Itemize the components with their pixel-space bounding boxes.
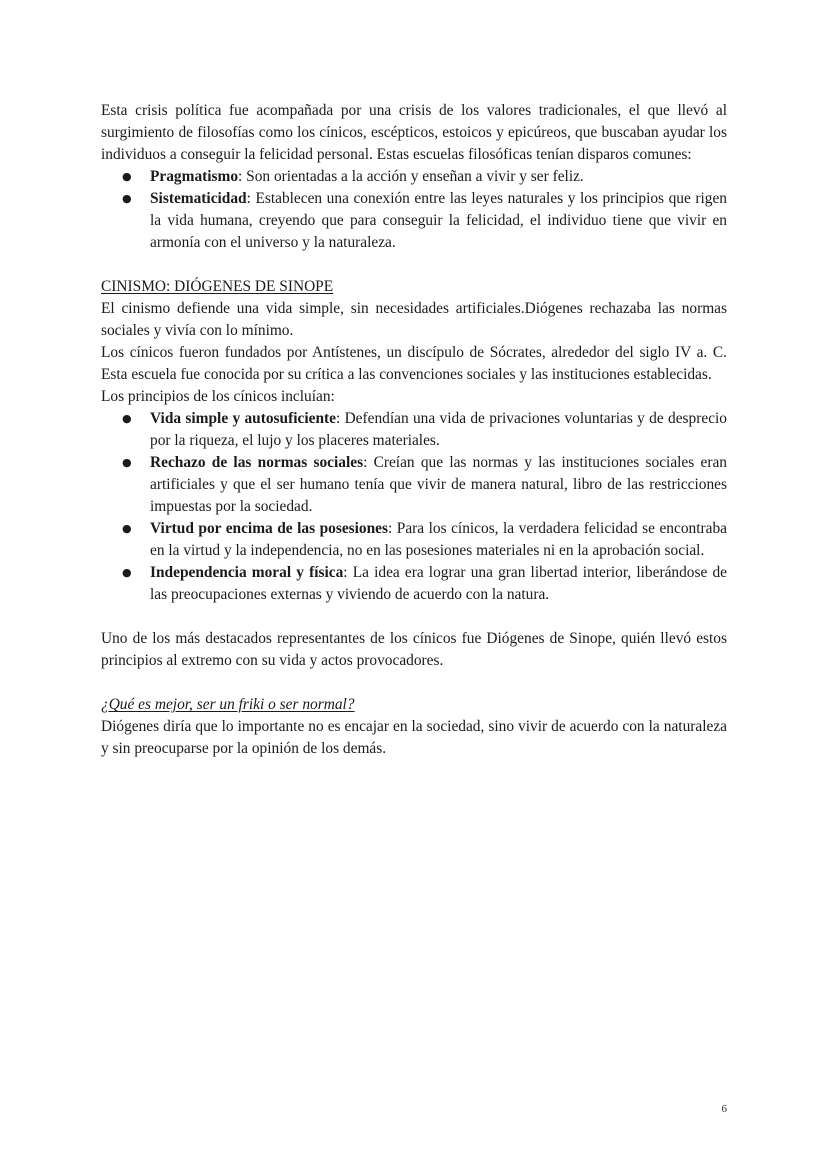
question-heading: ¿Qué es mejor, ser un friki o ser normal? (101, 696, 355, 713)
bullet-term: Vida simple y autosuficiente (150, 410, 336, 427)
bullet-term: Pragmatismo (150, 168, 239, 185)
list-item (122, 518, 727, 562)
intro-paragraph: Esta crisis política fue acompañada por una crisis de los valores tradicionales, el que llevó al surgimiento de filosofías como los cínicos, escépticos, estoicos y epicúreos, que buscaban ayudar los individuos a conseguir la felicidad personal. Estas escuelas filosóficas tenían disparos comunes: (101, 102, 727, 163)
list-item (122, 188, 727, 254)
spacer (101, 606, 727, 628)
spacer (101, 672, 727, 694)
section-heading: CINISMO: DIÓGENES DE SINOPE (101, 278, 334, 295)
list-item (122, 408, 727, 452)
bullet-text: : La idea era lograr una gran libertad interior, liberándose de las preocupaciones externas y viviendo de acuerdo con la natura. (150, 564, 727, 603)
page-number: 6 (721, 1103, 727, 1115)
bullet-term: Virtud por encima de las posesiones (150, 520, 388, 537)
bullet-icon: ● (122, 522, 132, 535)
principles-bullet-list (101, 408, 727, 606)
bullet-icon: ● (122, 456, 132, 469)
bullet-icon: ● (122, 192, 132, 205)
question-answer: Diógenes diría que lo importante no es encajar en la sociedad, sino vivir de acuerdo con la naturaleza y sin preocuparse por la opinión de los demás. (101, 718, 727, 757)
bullet-icon: ● (122, 412, 132, 425)
list-item (122, 166, 727, 188)
cinismo-paragraph-3: Los principios de los cínicos incluían: (101, 388, 335, 405)
bullet-text: : Son orientadas a la acción y enseñan a vivir y ser feliz. (238, 168, 584, 185)
intro-bullet-list (101, 166, 727, 254)
bullet-term: Rechazo de las normas sociales (150, 454, 364, 471)
bullet-text: : Creían que las normas y las instituciones sociales eran artificiales y que el ser humano tenía que vivir de manera natural, libro de las restricciones impuestas por la sociedad. (150, 454, 727, 515)
list-item (122, 562, 727, 606)
bullet-icon: ● (122, 170, 132, 183)
bullet-text: : Defendían una vida de privaciones voluntarias y de desprecio por la riqueza, el lujo y los placeres materiales. (150, 410, 727, 449)
bullet-term: Independencia moral y física (150, 564, 344, 581)
list-item (122, 452, 727, 518)
bullet-text: : Para los cínicos, la verdadera felicidad se encontraba en la virtud y la independencia, no en las posesiones materiales ni en la aprobación social. (150, 520, 727, 559)
cinismo-paragraph-2: Los cínicos fueron fundados por Antístenes, un discípulo de Sócrates, alrededor del siglo IV a. C. Esta escuela fue conocida por su crítica a las convenciones sociales y las instituciones establecidas. (101, 344, 727, 383)
spacer (101, 254, 727, 276)
bullet-term: Sistematicidad (150, 190, 247, 207)
bullet-icon: ● (122, 566, 132, 579)
document-body (101, 100, 727, 760)
cinismo-paragraph-4: Uno de los más destacados representantes de los cínicos fue Diógenes de Sinope, quién llevó estos principios al extremo con su vida y actos provocadores. (101, 630, 727, 669)
cinismo-paragraph-1: El cinismo defiende una vida simple, sin necesidades artificiales.Diógenes rechazaba las normas sociales y vivía con lo mínimo. (101, 300, 727, 339)
bullet-text: : Establecen una conexión entre las leyes naturales y los principios que rigen la vida humana, creyendo que para conseguir la felicidad, el individuo tiene que vivir en armonía con el universo y la naturaleza. (150, 190, 727, 251)
